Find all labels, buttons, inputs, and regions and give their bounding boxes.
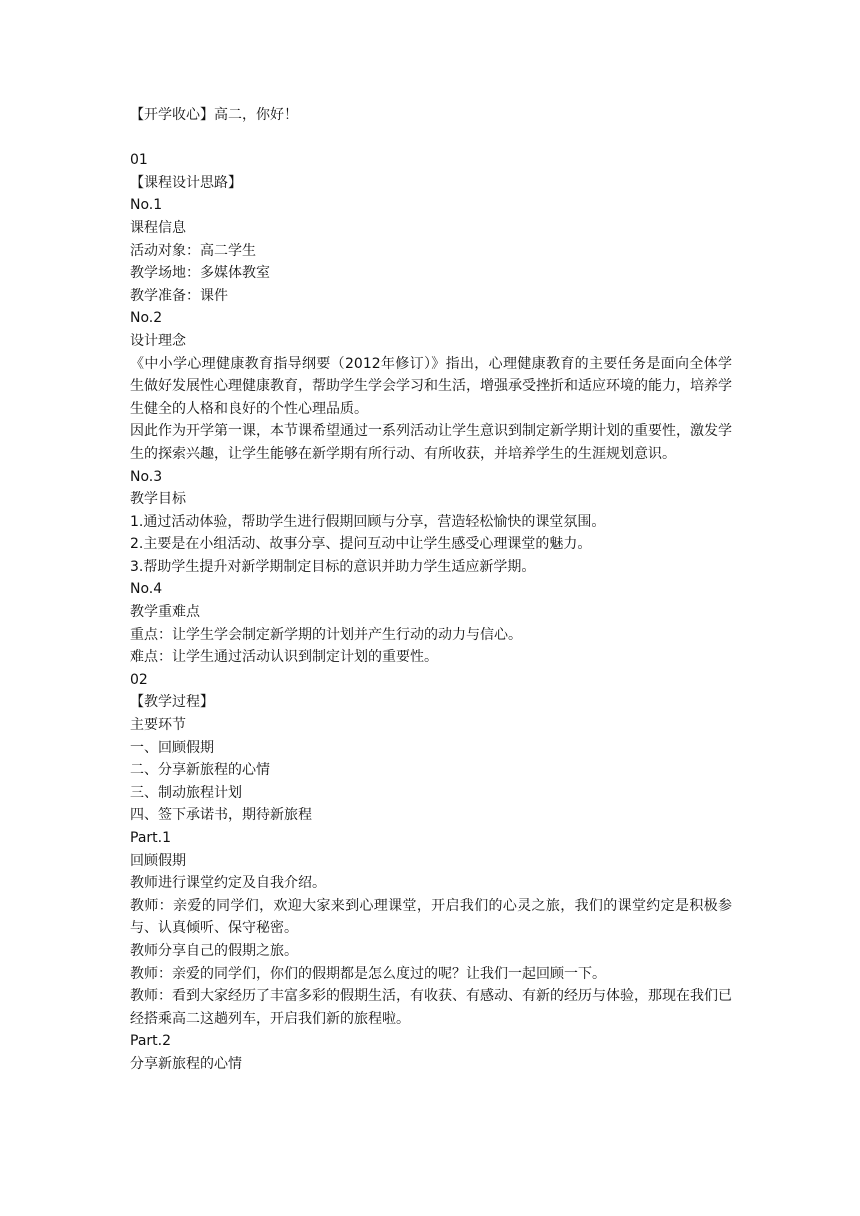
section-number: 02 — [130, 671, 148, 688]
document-title: 【开学收心】高二，你好！ — [130, 107, 298, 123]
subsection-label: No.4 — [130, 581, 163, 598]
paragraph: 教师：亲爱的同学们，你们的假期都是怎么度过的呢？让我们一起回顾一下。 — [130, 965, 606, 982]
paragraph: 教师分享自己的假期之旅。 — [130, 942, 298, 959]
paragraph: 教师进行课堂约定及自我介绍。 — [130, 875, 326, 892]
subsection-label: No.1 — [130, 197, 163, 214]
section-heading: 【教学过程】 — [130, 694, 214, 711]
paragraph: 教师：看到大家经历了丰富多彩的假期生活，有收获、有感动、有新的经历与体验，那现在我们已经搭乘高二这趟列车，开启我们新的旅程啦。 — [130, 988, 732, 1027]
goal-item: 3.帮助学生提升对新学期制定目标的意识并助力学生适应新学期。 — [130, 558, 536, 575]
paragraph: 因此作为开学第一课，本节课希望通过一系列活动让学生意识到制定新学期计划的重要性，激发学生的探索兴趣，让学生能够在新学期有所行动、有所收获，并培养学生的生涯规划意识。 — [130, 423, 732, 462]
subsection-label: No.2 — [130, 310, 163, 327]
info-line: 活动对象：高二学生 — [130, 242, 256, 259]
paragraph: 教师：亲爱的同学们，欢迎大家来到心理课堂，开启我们的心灵之旅，我们的课堂约定是积极参与、认真倾听、保守秘密。 — [130, 897, 732, 937]
part-label: Part.1 — [130, 830, 171, 846]
subsection-title: 教学重难点 — [130, 604, 200, 621]
paragraph: 《中小学心理健康教育指导纲要（2012年修订）》指出，心理健康教育的主要任务是面向全体学生做好发展性心理健康教育，帮助学生学会学习和生活，增强承受挫折和适应环境的能力，培养学生健全的人格和良好的个性心理品质。 — [130, 355, 732, 417]
section-number: 01 — [130, 152, 148, 169]
steps-title: 主要环节 — [130, 717, 186, 734]
step-item: 四、签下承诺书，期待新旅程 — [130, 807, 312, 824]
part-label: Part.2 — [130, 1033, 171, 1050]
section-heading: 【课程设计思路】 — [130, 174, 242, 191]
subsection-label: No.3 — [130, 468, 163, 485]
step-item: 三、制动旅程计划 — [130, 784, 242, 801]
subsection-title: 设计理念 — [130, 332, 186, 349]
blank-line — [130, 127, 732, 150]
goal-item: 1.通过活动体验，帮助学生进行假期回顾与分享，营造轻松愉快的课堂氛围。 — [130, 513, 606, 530]
subsection-title: 课程信息 — [130, 219, 186, 236]
document-page — [130, 104, 732, 1076]
subsection-title: 教学目标 — [130, 491, 186, 508]
goal-item: 2.主要是在小组活动、故事分享、提问互动中让学生感受心理课堂的魅力。 — [130, 536, 592, 553]
part-title: 回顾假期 — [130, 852, 186, 869]
key-point: 难点：让学生通过活动认识到制定计划的重要性。 — [130, 649, 438, 666]
step-item: 一、回顾假期 — [130, 739, 214, 756]
info-line: 教学准备：课件 — [130, 287, 228, 304]
part-title: 分享新旅程的心情 — [130, 1055, 242, 1072]
key-point: 重点：让学生学会制定新学期的计划并产生行动的动力与信心。 — [130, 626, 522, 643]
step-item: 二、分享新旅程的心情 — [130, 762, 270, 779]
info-line: 教学场地：多媒体教室 — [130, 265, 270, 282]
